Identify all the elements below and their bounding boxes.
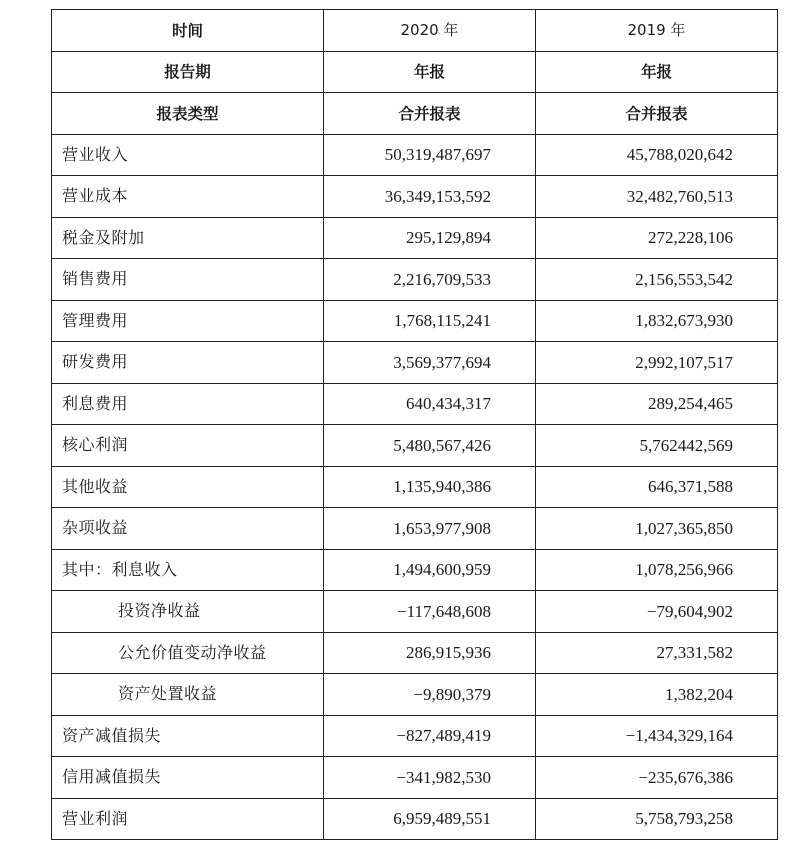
header-row-type	[52, 93, 778, 135]
value-2020: −117,648,608	[324, 591, 536, 633]
table-row	[52, 134, 778, 176]
value-2019: 27,331,582	[536, 632, 778, 674]
row-label: 信用减值损失	[52, 757, 324, 799]
value-2020: 295,129,894	[324, 217, 536, 259]
value-2019: 1,027,365,850	[536, 508, 778, 550]
row-label: 公允价值变动净收益	[52, 632, 324, 674]
value-2019: 32,482,760,513	[536, 176, 778, 218]
table-row	[52, 466, 778, 508]
row-label: 管理费用	[52, 300, 324, 342]
financial-table	[51, 9, 778, 840]
row-label: 杂项收益	[52, 508, 324, 550]
value-2020: 1,494,600,959	[324, 549, 536, 591]
row-label: 税金及附加	[52, 217, 324, 259]
header-row-time	[52, 10, 778, 52]
value-2019: 1,078,256,966	[536, 549, 778, 591]
row-label: 投资净收益	[52, 591, 324, 633]
row-label: 营业利润	[52, 798, 324, 840]
value-2019: 289,254,465	[536, 383, 778, 425]
table-row	[52, 259, 778, 301]
row-label: 资产处置收益	[52, 674, 324, 716]
value-2019: 646,371,588	[536, 466, 778, 508]
value-2020: −341,982,530	[324, 757, 536, 799]
value-2020: 286,915,936	[324, 632, 536, 674]
table-row	[52, 508, 778, 550]
table-row	[52, 591, 778, 633]
value-2020: 50,319,487,697	[324, 134, 536, 176]
value-2020: 36,349,153,592	[324, 176, 536, 218]
header-period-label: 报告期	[52, 51, 324, 93]
table-row	[52, 674, 778, 716]
header-type-label: 报表类型	[52, 93, 324, 135]
value-2020: −827,489,419	[324, 715, 536, 757]
row-label: 资产减值损失	[52, 715, 324, 757]
value-2020: 1,653,977,908	[324, 508, 536, 550]
header-type-2019: 合并报表	[536, 93, 778, 135]
value-2019: −79,604,902	[536, 591, 778, 633]
table-row	[52, 300, 778, 342]
row-label: 销售费用	[52, 259, 324, 301]
table-row	[52, 632, 778, 674]
value-2019: 2,156,553,542	[536, 259, 778, 301]
table-row	[52, 798, 778, 840]
row-label: 利息费用	[52, 383, 324, 425]
value-2019: 45,788,020,642	[536, 134, 778, 176]
header-row-period	[52, 51, 778, 93]
value-2020: 1,768,115,241	[324, 300, 536, 342]
table-row	[52, 217, 778, 259]
header-period-2019: 年报	[536, 51, 778, 93]
value-2020: 640,434,317	[324, 383, 536, 425]
table-row	[52, 757, 778, 799]
value-2020: 6,959,489,551	[324, 798, 536, 840]
value-2019: 272,228,106	[536, 217, 778, 259]
value-2019: 2,992,107,517	[536, 342, 778, 384]
table-row	[52, 549, 778, 591]
row-label: 研发费用	[52, 342, 324, 384]
table-row	[52, 383, 778, 425]
value-2019: −235,676,386	[536, 757, 778, 799]
value-2020: 3,569,377,694	[324, 342, 536, 384]
table-row	[52, 425, 778, 467]
value-2019: −1,434,329,164	[536, 715, 778, 757]
row-label: 核心利润	[52, 425, 324, 467]
row-label: 其他收益	[52, 466, 324, 508]
table-row	[52, 342, 778, 384]
table-row	[52, 176, 778, 218]
value-2019: 1,832,673,930	[536, 300, 778, 342]
row-label: 其中：利息收入	[52, 549, 324, 591]
value-2019: 5,762442,569	[536, 425, 778, 467]
row-label: 营业收入	[52, 134, 324, 176]
table-row	[52, 715, 778, 757]
header-type-2020: 合并报表	[324, 93, 536, 135]
header-period-2020: 年报	[324, 51, 536, 93]
value-2020: −9,890,379	[324, 674, 536, 716]
header-time-label: 时间	[52, 10, 324, 52]
header-year-2020: 2020 年	[324, 10, 536, 52]
value-2019: 5,758,793,258	[536, 798, 778, 840]
value-2020: 5,480,567,426	[324, 425, 536, 467]
row-label: 营业成本	[52, 176, 324, 218]
value-2019: 1,382,204	[536, 674, 778, 716]
value-2020: 1,135,940,386	[324, 466, 536, 508]
value-2020: 2,216,709,533	[324, 259, 536, 301]
header-year-2019: 2019 年	[536, 10, 778, 52]
